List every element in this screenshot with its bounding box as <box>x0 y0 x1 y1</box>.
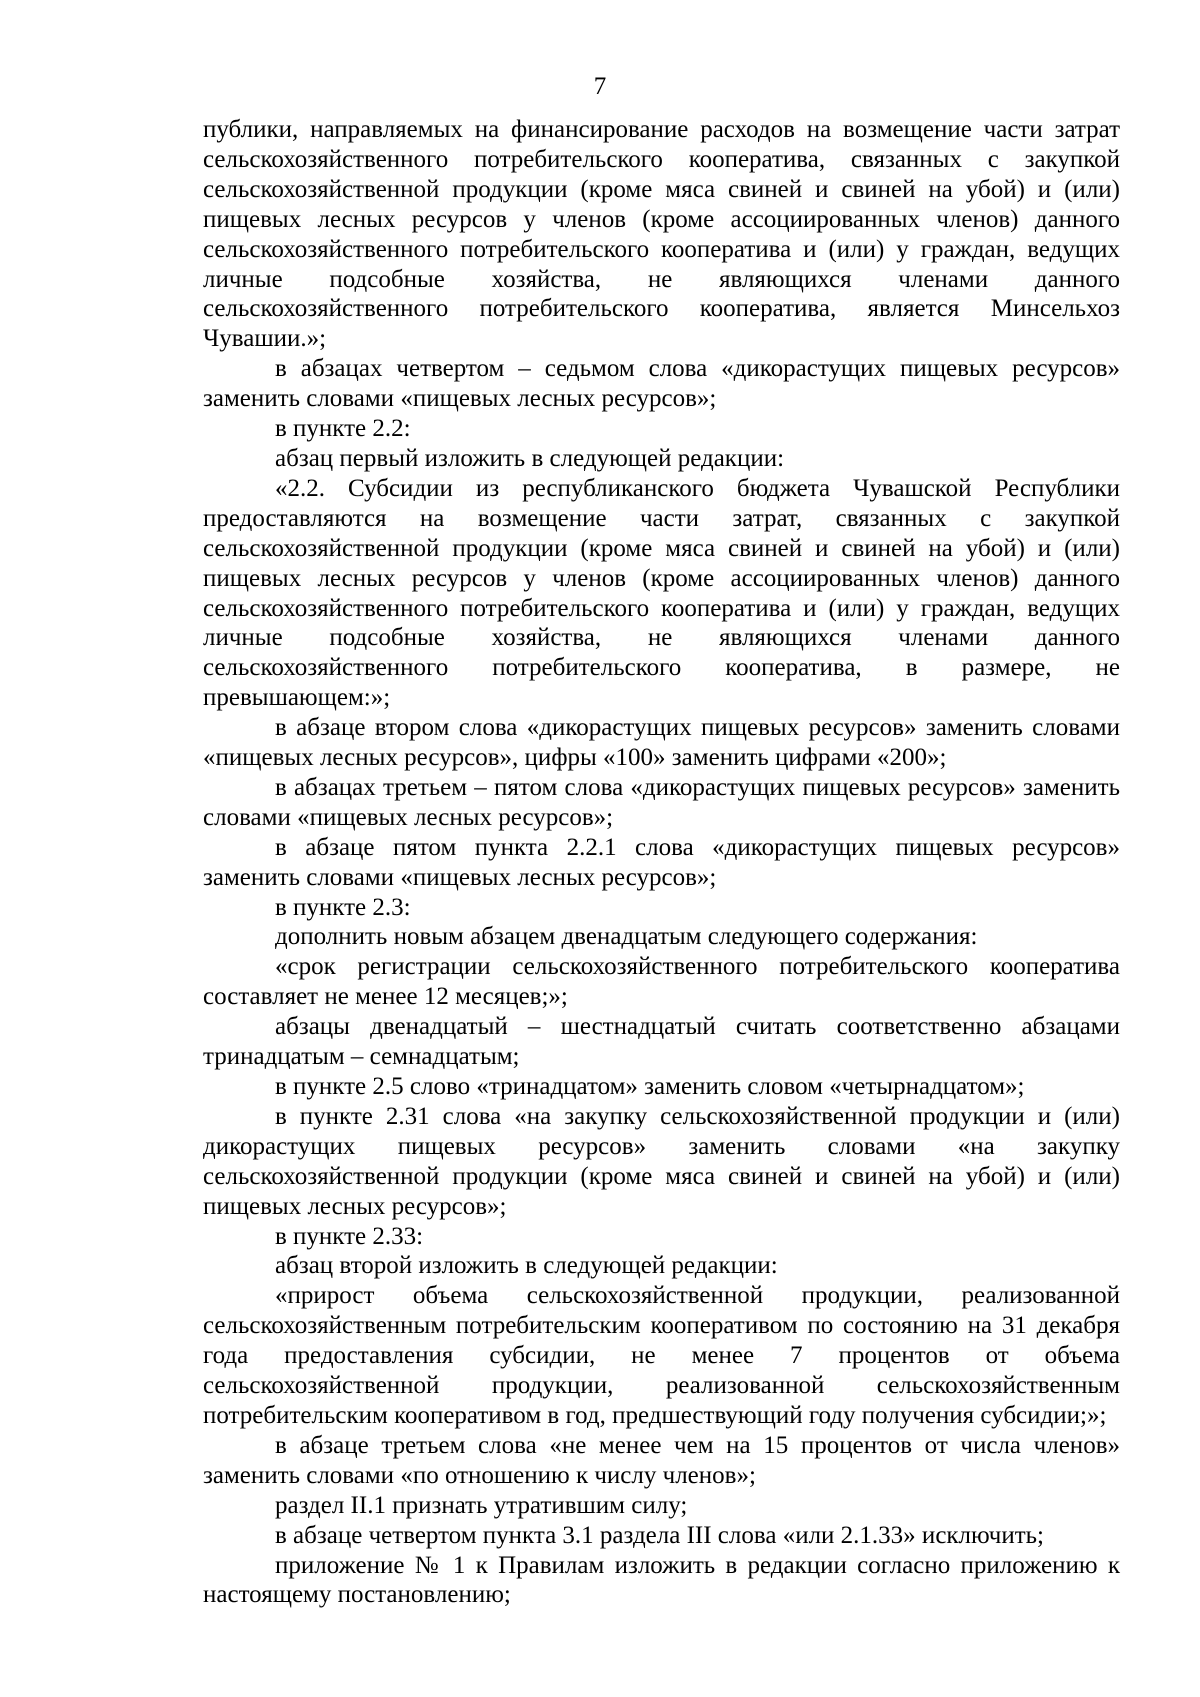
paragraph: в пункте 2.33: <box>275 1222 424 1250</box>
paragraph: в пункте 2.2: <box>275 415 411 443</box>
paragraph: абзац первый изложить в следующей редакции: <box>275 444 785 472</box>
paragraph: приложение № 1 к Правилам изложить в редакции согласно приложению к настоящему постановлению; <box>203 1551 1120 1609</box>
paragraph: в абзацах третьем – пятом слова «дикорастущих пищевых ресурсов» заменить словами «пищевых лесных ресурсов»; <box>203 773 1120 831</box>
paragraph: в абзаце пятом пункта 2.2.1 слова «дикорастущих пищевых ресурсов» заменить словами «пищевых лесных ресурсов»; <box>203 833 1120 891</box>
paragraph: раздел II.1 признать утратившим силу; <box>275 1491 688 1519</box>
paragraph: в абзаце третьем слова «не менее чем на 15 процентов от числа членов» заменить словами «по отношению к числу членов»; <box>203 1431 1120 1489</box>
document-body <box>203 115 1120 1610</box>
paragraph: в пункте 2.31 слова «на закупку сельскохозяйственной продукции и (или) дикорастущих пищевых ресурсов» заменить словами «на закупку сельскохозяйственной продукции (кроме мяса свиней и свиней на убой) и (или) пищевых лесных ресурсов»; <box>203 1102 1120 1220</box>
paragraph: «2.2. Субсидии из республиканского бюджета Чувашской Республики предоставляются на возмещение части затрат, связанных с закупкой сельскохозяйственной продукции (кроме мяса свиней и свиней на убой) и (или) пищевых лесных ресурсов у членов (кроме ассоциированных членов) данного сельскохозяйственного потребительского кооператива и (или) у граждан, ведущих личные подсобные хозяйства, не являющихся членами данного сельскохозяйственного потребительского кооператива, в размере, не превышающем:»; <box>203 474 1120 712</box>
page-number: 7 <box>593 73 607 100</box>
paragraph: в абзаце втором слова «дикорастущих пищевых ресурсов» заменить словами «пищевых лесных ресурсов», цифры «100» заменить цифрами «200»; <box>203 714 1120 772</box>
paragraph: в абзацах четвертом – седьмом слова «дикорастущих пищевых ресурсов» заменить словами «пищевых лесных ресурсов»; <box>203 355 1120 413</box>
paragraph: дополнить новым абзацем двенадцатым следующего содержания: <box>275 923 978 951</box>
paragraph: в пункте 2.3: <box>275 893 411 921</box>
paragraph: «прирост объема сельскохозяйственной продукции, реализованной сельскохозяйственным потребительским кооперативом по состоянию на 31 декабря года предоставления субсидии, не менее 7 процентов от объема сельскохозяйственной продукции, реализованной сельскохозяйственным потребительским кооперативом в год, предшествующий году получения субсидии;»; <box>203 1282 1120 1429</box>
paragraph: в абзаце четвертом пункта 3.1 раздела III слова «или 2.1.33» исключить; <box>275 1521 1044 1549</box>
paragraph: в пункте 2.5 слово «тринадцатом» заменить словом «четырнадцатом»; <box>275 1073 1025 1100</box>
paragraph: абзацы двенадцатый – шестнадцатый считать соответственно абзацами тринадцатым – семнадцатым; <box>203 1013 1120 1071</box>
paragraph: «срок регистрации сельскохозяйственного потребительского кооператива составляет не менее 12 месяцев;»; <box>203 953 1120 1011</box>
paragraph: абзац второй изложить в следующей редакции: <box>275 1252 778 1280</box>
paragraph: публики, направляемых на финансирование расходов на возмещение части затрат сельскохозяйственного потребительского кооператива, связанных с закупкой сельскохозяйственной продукции (кроме мяса свиней и свиней на убой) и (или) пищевых лесных ресурсов у членов (кроме ассоциированных членов) данного сельскохозяйственного потребительского кооператива и (или) у граждан, ведущих личные подсобные хозяйства, не являющихся членами данного сельскохозяйственного потребительского кооператива, является Минсельхоз Чувашии.»; <box>203 116 1120 353</box>
